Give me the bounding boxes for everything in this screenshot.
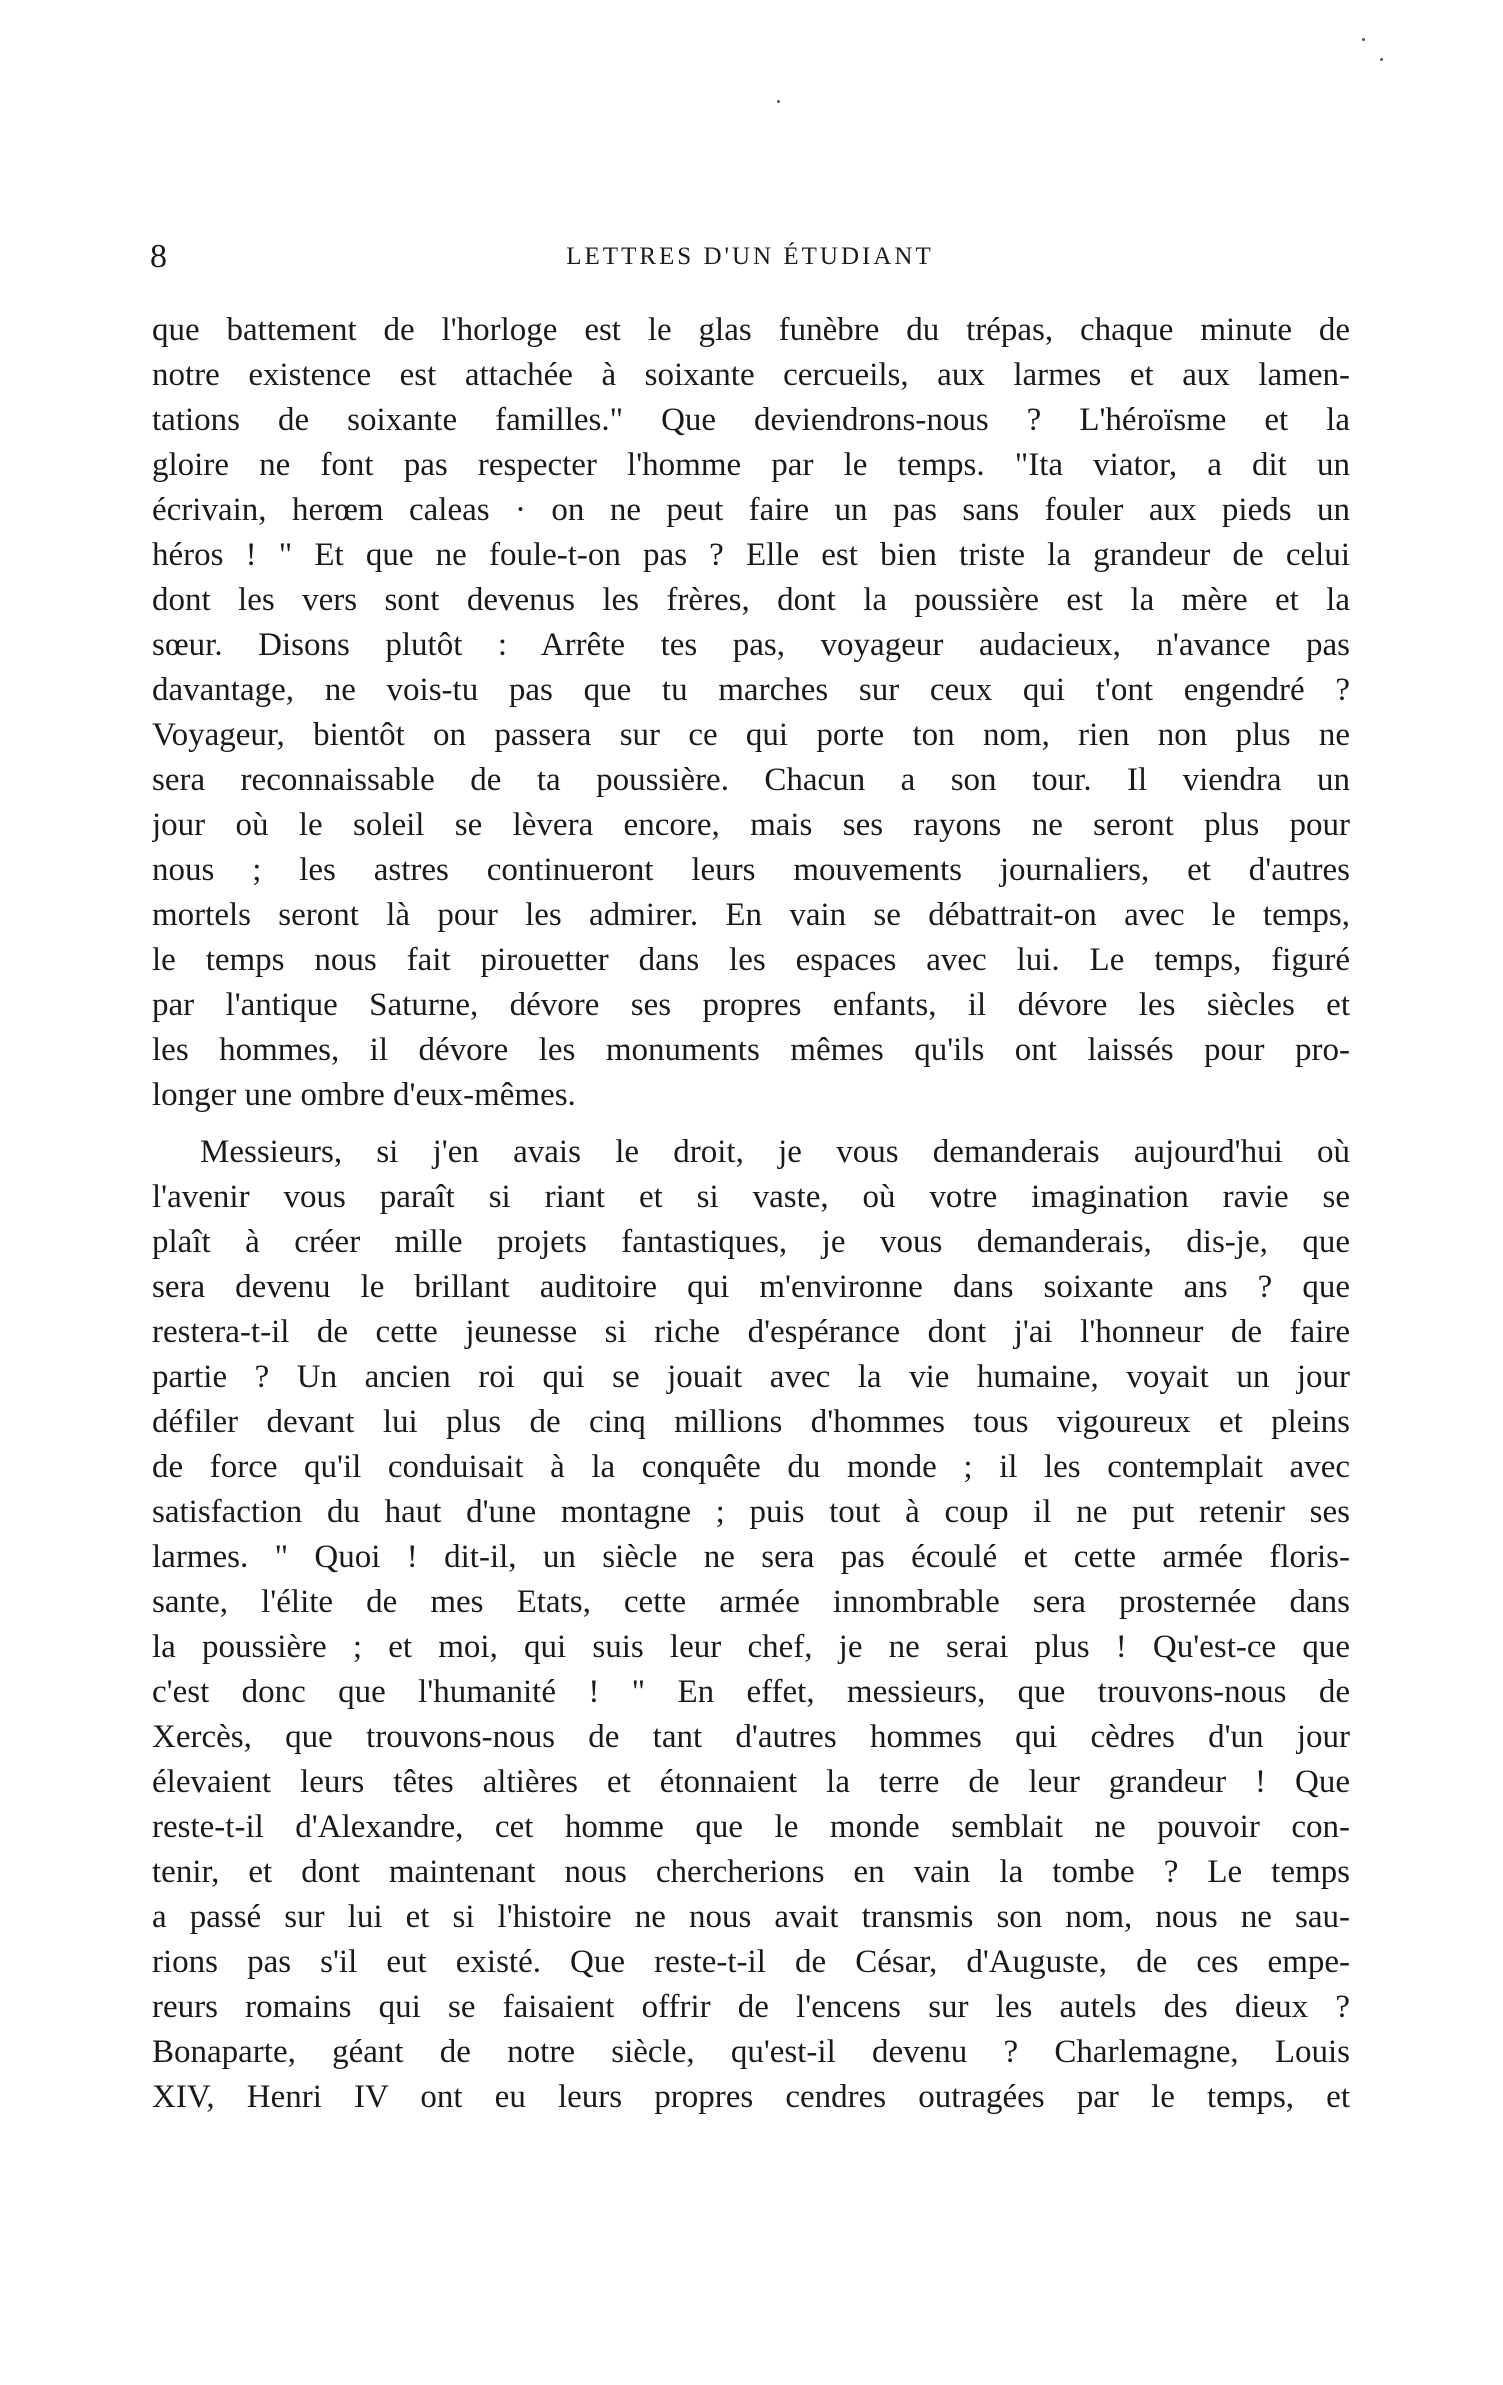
body-text: [152, 308, 1350, 2120]
text-line: satisfaction du haut d'une montagne ; puis tout à coup il ne put retenir ses: [152, 1494, 1350, 1530]
text-line: Messieurs, si j'en avais le droit, je vous demanderais aujourd'hui où: [200, 1134, 1350, 1170]
running-title: LETTRES D'UN ÉTUDIANT: [566, 243, 934, 270]
text-line: reurs romains qui se faisaient offrir de l'encens sur les autels des dieux ?: [152, 1989, 1350, 2025]
text-line: mortels seront là pour les admirer. En vain se débattrait-on avec le temps,: [152, 897, 1350, 933]
text-line: c'est donc que l'humanité ! " En effet, messieurs, que trouvons-nous de: [152, 1674, 1350, 1710]
text-line: longer une ombre d'eux-mêmes.: [152, 1077, 576, 1113]
text-line: a passé sur lui et si l'histoire ne nous avait transmis son nom, nous ne sau-: [152, 1899, 1350, 1935]
text-line: la poussière ; et moi, qui suis leur chef, je ne serai plus ! Qu'est-ce que: [152, 1629, 1350, 1665]
text-line: héros ! " Et que ne foule-t-on pas ? Elle est bien triste la grandeur de celui: [152, 537, 1350, 573]
text-line: tenir, et dont maintenant nous chercherions en vain la tombe ? Le temps: [152, 1854, 1350, 1890]
text-line: reste-t-il d'Alexandre, cet homme que le monde semblait ne pouvoir con-: [152, 1809, 1350, 1845]
text-line: Bonaparte, géant de notre siècle, qu'est-il devenu ? Charlemagne, Louis: [152, 2034, 1350, 2070]
text-line: que battement de l'horloge est le glas funèbre du trépas, chaque minute de: [152, 312, 1350, 348]
text-line: dont les vers sont devenus les frères, dont la poussière est la mère et la: [152, 582, 1350, 618]
text-line: sante, l'élite de mes Etats, cette armée innombrable sera prosternée dans: [152, 1584, 1350, 1620]
text-line: Voyageur, bientôt on passera sur ce qui porte ton nom, rien non plus ne: [152, 717, 1350, 753]
running-head: [150, 232, 1350, 282]
text-line: sera reconnaissable de ta poussière. Chacun a son tour. Il viendra un: [152, 762, 1350, 798]
text-line: davantage, ne vois-tu pas que tu marches sur ceux qui t'ont engendré ?: [152, 672, 1350, 708]
text-line: nous ; les astres continueront leurs mouvements journaliers, et d'autres: [152, 852, 1350, 888]
text-line: restera-t-il de cette jeunesse si riche d'espérance dont j'ai l'honneur de faire: [152, 1314, 1350, 1350]
text-line: larmes. " Quoi ! dit-il, un siècle ne sera pas écoulé et cette armée floris-: [152, 1539, 1350, 1575]
text-line: sœur. Disons plutôt : Arrête tes pas, voyageur audacieux, n'avance pas: [152, 627, 1350, 663]
text-line: gloire ne font pas respecter l'homme par le temps. "Ita viator, a dit un: [152, 447, 1350, 483]
text-line: l'avenir vous paraît si riant et si vaste, où votre imagination ravie se: [152, 1179, 1350, 1215]
paragraph-gap: [152, 1118, 1350, 1130]
text-line: Xercès, que trouvons-nous de tant d'autres hommes qui cèdres d'un jour: [152, 1719, 1350, 1755]
page-number: 8: [150, 238, 167, 275]
paragraph: [152, 308, 1350, 1118]
text-line: rions pas s'il eut existé. Que reste-t-il de César, d'Auguste, de ces empe-: [152, 1944, 1350, 1980]
print-speck: [1380, 58, 1383, 61]
text-line: le temps nous fait pirouetter dans les espaces avec lui. Le temps, figuré: [152, 942, 1350, 978]
text-line: partie ? Un ancien roi qui se jouait avec la vie humaine, voyait un jour: [152, 1359, 1350, 1395]
text-line: tations de soixante familles." Que deviendrons-nous ? L'héroïsme et la: [152, 402, 1350, 438]
text-line: sera devenu le brillant auditoire qui m'environne dans soixante ans ? que: [152, 1269, 1350, 1305]
print-speck: [1362, 38, 1365, 41]
text-line: notre existence est attachée à soixante cercueils, aux larmes et aux lamen-: [152, 357, 1350, 393]
text-line: plaît à créer mille projets fantastiques, je vous demanderais, dis-je, que: [152, 1224, 1350, 1260]
text-line: élevaient leurs têtes altières et étonnaient la terre de leur grandeur ! Que: [152, 1764, 1350, 1800]
paragraph: [152, 1130, 1350, 2120]
text-line: défiler devant lui plus de cinq millions d'hommes tous vigoureux et pleins: [152, 1404, 1350, 1440]
text-line: écrivain, herœm caleas · on ne peut faire un pas sans fouler aux pieds un: [152, 492, 1350, 528]
text-line: de force qu'il conduisait à la conquête du monde ; il les contemplait avec: [152, 1449, 1350, 1485]
text-line: XIV, Henri IV ont eu leurs propres cendres outragées par le temps, et: [152, 2079, 1350, 2115]
text-line: jour où le soleil se lèvera encore, mais ses rayons ne seront plus pour: [152, 807, 1350, 843]
text-line: les hommes, il dévore les monuments mêmes qu'ils ont laissés pour pro-: [152, 1032, 1350, 1068]
print-speck: [777, 100, 780, 103]
text-line: par l'antique Saturne, dévore ses propres enfants, il dévore les siècles et: [152, 987, 1350, 1023]
